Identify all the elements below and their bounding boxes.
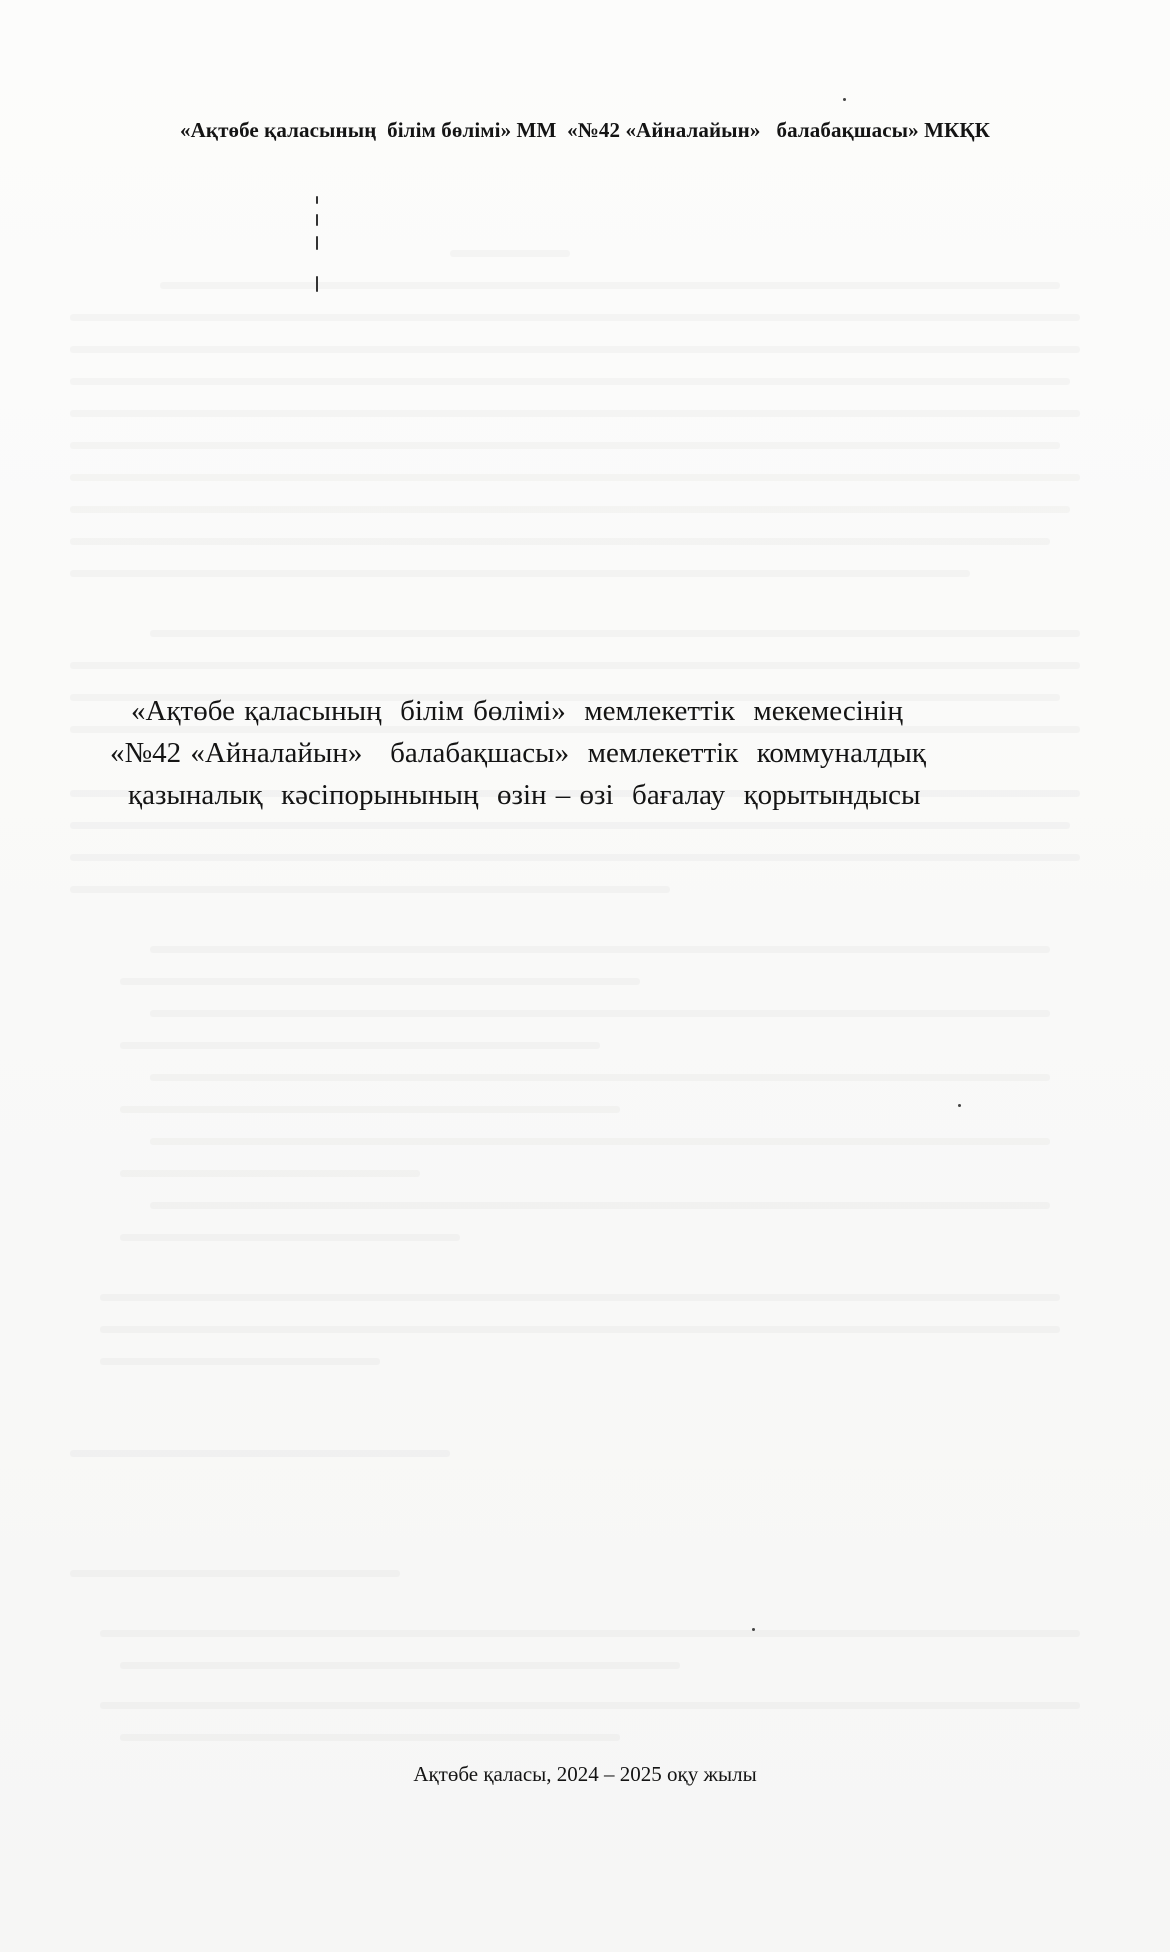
title-line-2: «№42 «Айналайын» балабақшасы» мемлекеттік коммуналдық [110, 737, 927, 769]
reverse-side-show-through [30, 230, 1140, 1730]
speck [843, 98, 846, 101]
pen-marks [314, 196, 320, 296]
title-line-1: «Ақтөбе қаласының білім бөлімі» мемлекеттік мекемесінің [131, 695, 903, 727]
speck [958, 1104, 961, 1107]
speck [752, 1628, 755, 1631]
title-line-3: қазыналық кәсіпорынының өзін – өзі бағалау қорытындысы [128, 779, 921, 811]
city-and-academic-year: Ақтөбе қаласы, 2024 – 2025 оқу жылы [413, 1762, 757, 1786]
organization-header: «Ақтөбе қаласының білім бөлімі» ММ «№42 «Айналайын» балабақшасы» МКҚК [180, 118, 990, 142]
